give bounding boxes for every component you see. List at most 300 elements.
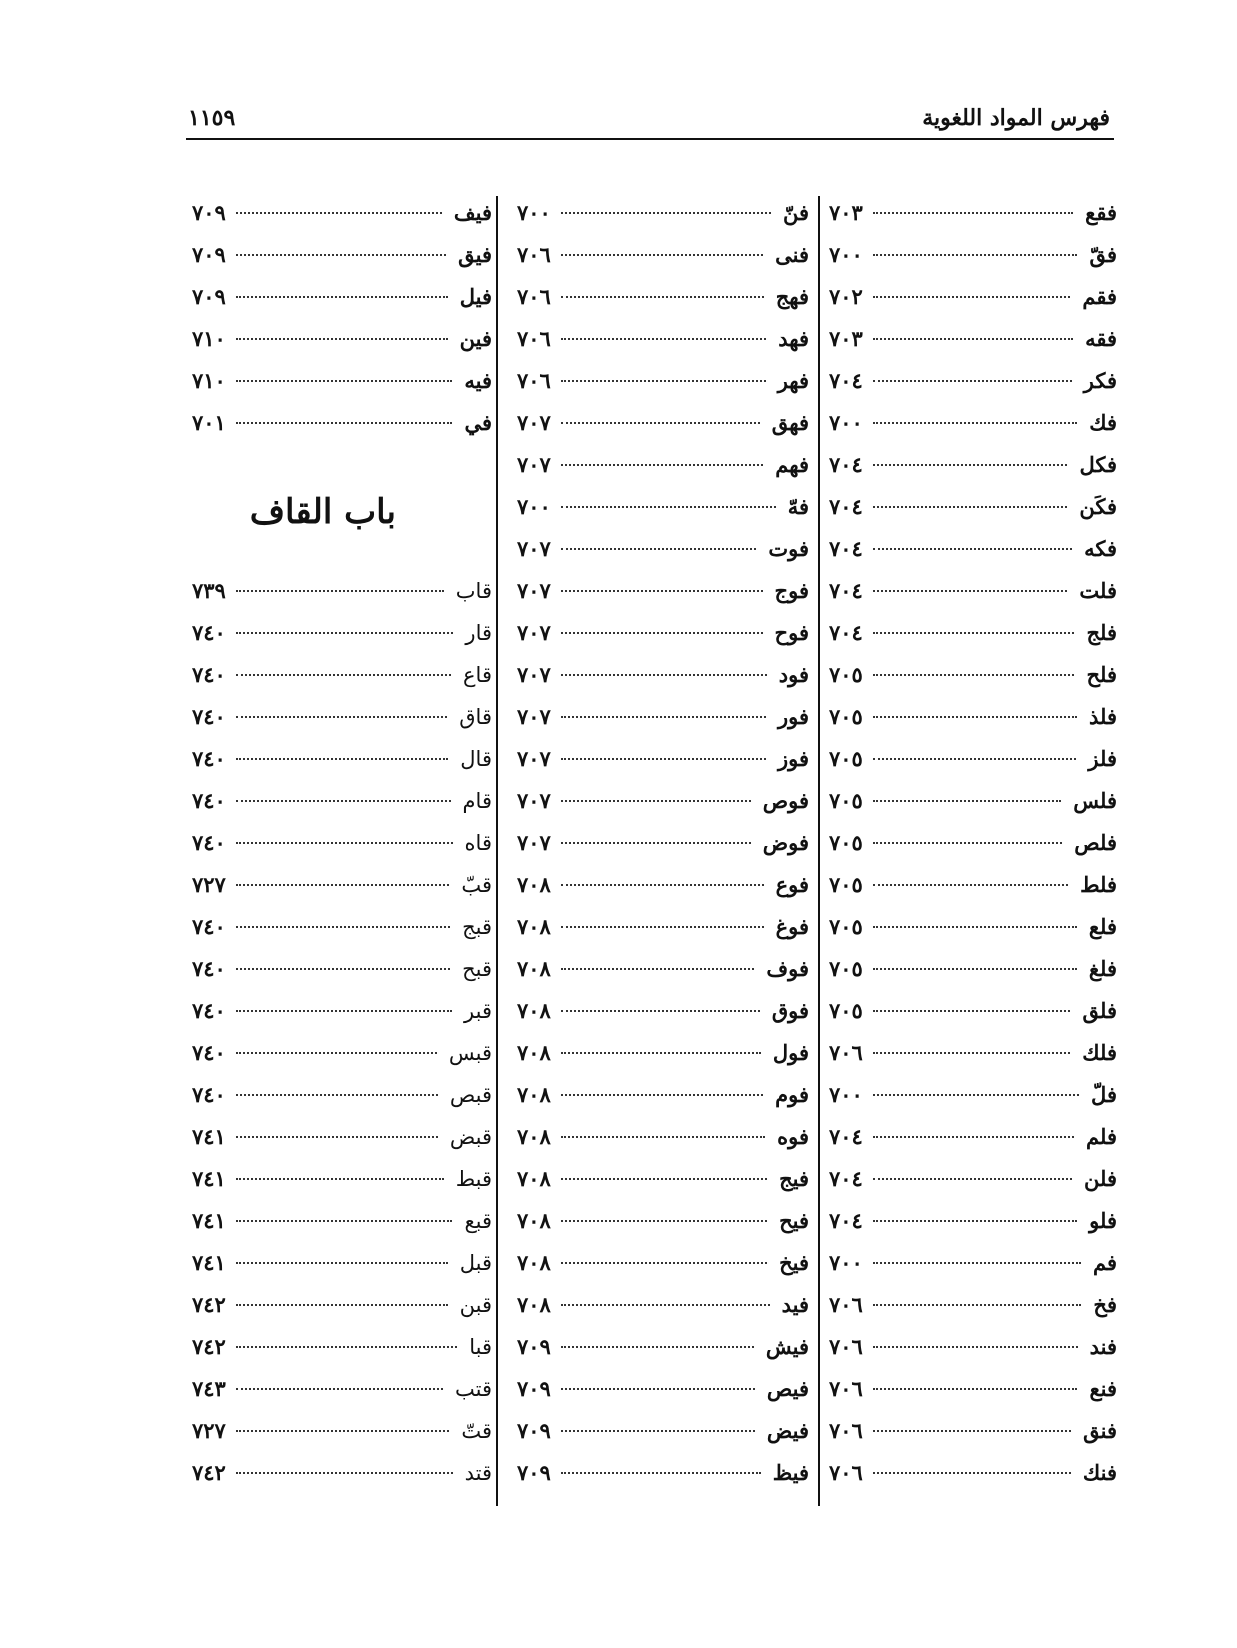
dot-leader: [236, 1136, 438, 1138]
dot-leader: [561, 884, 764, 886]
index-entry: [829, 1074, 1117, 1116]
entry-word: قبض: [449, 1125, 492, 1149]
entry-word: قاق: [459, 705, 492, 729]
entry-word: قبط: [455, 1167, 492, 1191]
entry-page-number: ٧٠٠: [829, 242, 863, 267]
dot-leader: [561, 1472, 761, 1474]
dot-leader: [873, 884, 1068, 886]
index-entry: [517, 1326, 809, 1368]
entry-page-number: ٧٣٩: [192, 578, 226, 603]
entry-page-number: ٧٤٠: [192, 1082, 226, 1107]
entry-word: فنى: [775, 242, 809, 267]
entry-word: فنع: [1089, 1376, 1117, 1401]
dot-leader: [236, 1304, 448, 1306]
entry-page-number: ٧٠٨: [517, 914, 551, 939]
entry-word: قبص: [449, 1083, 492, 1107]
dot-leader: [236, 674, 451, 676]
dot-leader: [873, 464, 1068, 466]
index-entry: [517, 486, 809, 528]
entry-page-number: ٧٢٧: [192, 872, 226, 897]
dot-leader: [236, 1262, 448, 1264]
dot-leader: [873, 926, 1077, 928]
entry-word: فوغ: [775, 914, 809, 939]
index-entry: [829, 1410, 1117, 1452]
index-entry: [517, 1200, 809, 1242]
dot-leader: [561, 506, 776, 508]
index-entry: [517, 948, 809, 990]
index-entry: [829, 234, 1117, 276]
dot-leader: [236, 926, 450, 928]
column-divider: [818, 196, 820, 1506]
entry-word: فهد: [778, 326, 809, 351]
dot-leader: [561, 1262, 767, 1264]
entry-page-number: ٧٤٠: [192, 956, 226, 981]
index-entry: [517, 1410, 809, 1452]
index-entry: [829, 738, 1117, 780]
entry-word: فلت: [1079, 578, 1117, 603]
entry-word: فيح: [779, 1208, 809, 1233]
index-entry: [829, 1368, 1117, 1410]
entry-word: فكَن: [1079, 494, 1117, 519]
index-entry: [192, 822, 492, 864]
entry-page-number: ٧٠٧: [517, 578, 551, 603]
entry-word: فنّ: [782, 200, 809, 225]
entry-page-number: ٧٠٦: [829, 1460, 863, 1485]
index-entry: [517, 192, 809, 234]
index-entry: [829, 1326, 1117, 1368]
entry-word: قبح: [462, 957, 492, 981]
index-entry: [192, 696, 492, 738]
entry-page-number: ٧٠٧: [517, 536, 551, 561]
index-entry: [192, 612, 492, 654]
entry-word: فوه: [777, 1124, 809, 1149]
index-entry: [517, 612, 809, 654]
dot-leader: [236, 1052, 437, 1054]
entry-page-number: ٧٤٠: [192, 704, 226, 729]
index-entry: [192, 1200, 492, 1242]
dot-leader: [561, 1052, 761, 1054]
dot-leader: [561, 1388, 755, 1390]
entry-word: فكر: [1083, 368, 1117, 393]
dot-leader: [236, 296, 448, 298]
entry-word: قبع: [464, 1209, 492, 1233]
dot-leader: [236, 716, 447, 718]
index-entry: [192, 318, 492, 360]
dot-leader: [561, 254, 763, 256]
entry-word: فوف: [766, 956, 809, 981]
index-entry: [829, 192, 1117, 234]
entry-word: فلغ: [1088, 956, 1117, 981]
entry-page-number: ٧٠٠: [829, 410, 863, 435]
dot-leader: [873, 506, 1068, 508]
entry-word: فم: [1092, 1250, 1117, 1275]
index-entry: [517, 1158, 809, 1200]
index-entry: [192, 990, 492, 1032]
dot-leader: [561, 716, 766, 718]
entry-page-number: ٧٠٩: [517, 1376, 551, 1401]
dot-leader: [873, 380, 1072, 382]
dot-leader: [561, 674, 767, 676]
dot-leader: [561, 380, 766, 382]
index-entry: [517, 234, 809, 276]
index-entry: [829, 780, 1117, 822]
entry-word: فيف: [453, 200, 492, 225]
entry-page-number: ٧٤٠: [192, 830, 226, 855]
entry-word: فوص: [762, 788, 809, 813]
dot-leader: [873, 968, 1077, 970]
index-entry: [192, 738, 492, 780]
index-entry: [517, 696, 809, 738]
entry-word: فور: [777, 704, 809, 729]
index-entry: [192, 1452, 492, 1494]
index-entry: [517, 822, 809, 864]
entry-word: قبج: [462, 915, 492, 939]
entry-page-number: ٧٠٠: [517, 200, 551, 225]
entry-page-number: ٧٠٧: [517, 746, 551, 771]
entry-word: فهّ: [787, 494, 809, 519]
entry-word: فنق: [1083, 1418, 1117, 1443]
index-entry: [517, 738, 809, 780]
entry-page-number: ٧٠٣: [829, 326, 863, 351]
entry-page-number: ٧٤٢: [192, 1334, 226, 1359]
dot-leader: [873, 1430, 1071, 1432]
entry-page-number: ٧٠٨: [517, 1082, 551, 1107]
dot-leader: [236, 380, 453, 382]
entry-word: فوع: [775, 872, 809, 897]
dot-leader: [873, 1220, 1077, 1222]
entry-page-number: ٧٠٧: [517, 410, 551, 435]
entry-word: فيد: [781, 1292, 809, 1317]
entry-page-number: ٧٠٦: [829, 1418, 863, 1443]
entry-page-number: ٧٠٧: [517, 704, 551, 729]
entry-page-number: ٧٠٨: [517, 956, 551, 981]
index-entry: [829, 276, 1117, 318]
entry-page-number: ٧٠٨: [517, 872, 551, 897]
index-entry: [517, 1074, 809, 1116]
index-entry: [829, 528, 1117, 570]
entry-page-number: ٧٤٠: [192, 914, 226, 939]
index-entry: [517, 1284, 809, 1326]
index-entry: [192, 360, 492, 402]
entry-page-number: ٧٠٩: [192, 284, 226, 309]
entry-word: فوت: [768, 536, 809, 561]
dot-leader: [236, 1346, 457, 1348]
index-entry: [829, 864, 1117, 906]
dot-leader: [873, 1262, 1081, 1264]
index-entry: [192, 1074, 492, 1116]
dot-leader: [561, 1304, 770, 1306]
entry-word: فلك: [1082, 1040, 1117, 1065]
index-entry: [192, 948, 492, 990]
entry-word: فول: [772, 1040, 809, 1065]
entry-word: قام: [462, 789, 492, 813]
index-entry: [829, 360, 1117, 402]
entry-word: فهج: [775, 284, 809, 309]
entry-page-number: ٧٤٢: [192, 1292, 226, 1317]
dot-leader: [873, 296, 1071, 298]
dot-leader: [873, 338, 1073, 340]
index-entry: [192, 864, 492, 906]
entry-page-number: ٧٠٥: [829, 872, 863, 897]
dot-leader: [561, 1220, 767, 1222]
entry-page-number: ٧٠٤: [829, 368, 863, 393]
dot-leader: [873, 632, 1075, 634]
entry-page-number: ٧٠٣: [829, 200, 863, 225]
index-entry: [517, 864, 809, 906]
index-entry: [517, 360, 809, 402]
entry-page-number: ٧٠١: [192, 410, 226, 435]
index-column-right: [829, 192, 1117, 1494]
dot-leader: [236, 212, 442, 214]
entry-page-number: ٧٤٠: [192, 788, 226, 813]
dot-leader: [561, 1346, 754, 1348]
dot-leader: [873, 1304, 1082, 1306]
index-entry: [829, 402, 1117, 444]
entry-word: فيه: [464, 368, 492, 393]
entry-page-number: ٧٠٨: [517, 1292, 551, 1317]
entry-word: فكه: [1084, 536, 1117, 561]
entry-page-number: ٧٠٠: [829, 1250, 863, 1275]
entry-page-number: ٧٤١: [192, 1208, 226, 1233]
index-entry: [829, 1200, 1117, 1242]
entry-page-number: ٧٤٣: [192, 1376, 226, 1401]
entry-page-number: ٧٠٦: [517, 242, 551, 267]
entry-word: قاه: [464, 831, 492, 855]
index-entry: [829, 1158, 1117, 1200]
index-entry: [829, 1116, 1117, 1158]
dot-leader: [236, 1430, 449, 1432]
index-entry: [829, 1032, 1117, 1074]
entry-word: فوح: [774, 620, 809, 645]
entry-word: فلم: [1086, 1124, 1117, 1149]
entry-word: فخ: [1093, 1292, 1117, 1317]
entry-page-number: ٧٠٦: [829, 1334, 863, 1359]
entry-page-number: ٧٠٥: [829, 956, 863, 981]
dot-leader: [561, 632, 763, 634]
dot-leader: [561, 422, 760, 424]
index-entry: [192, 1284, 492, 1326]
entry-page-number: ٧٠٠: [517, 494, 551, 519]
entry-word: فيظ: [772, 1460, 809, 1485]
entry-word: قبا: [469, 1335, 492, 1359]
entry-word: فلع: [1088, 914, 1117, 939]
entry-page-number: ٧٠٥: [829, 704, 863, 729]
entry-word: فقه: [1085, 326, 1117, 351]
entry-page-number: ٧٠٤: [829, 1166, 863, 1191]
dot-leader: [236, 1220, 453, 1222]
entry-word: فقم: [1082, 284, 1117, 309]
dot-leader: [873, 1094, 1079, 1096]
index-entry: [829, 486, 1117, 528]
entry-page-number: ٧٠٨: [517, 1040, 551, 1065]
entry-page-number: ٧٠٩: [517, 1418, 551, 1443]
dot-leader: [873, 1136, 1074, 1138]
dot-leader: [236, 884, 449, 886]
entry-word: في: [464, 410, 492, 435]
entry-word: قتب: [455, 1377, 492, 1401]
dot-leader: [873, 716, 1077, 718]
entry-page-number: ٧٤٠: [192, 998, 226, 1023]
entry-page-number: ٧٠٤: [829, 1124, 863, 1149]
entry-word: فيش: [765, 1334, 809, 1359]
entry-page-number: ٧٠٦: [829, 1376, 863, 1401]
dot-leader: [873, 254, 1078, 256]
index-entry: [517, 654, 809, 696]
entry-word: فلّ: [1091, 1082, 1117, 1107]
index-entry: [192, 570, 492, 612]
entry-word: قبن: [459, 1293, 492, 1317]
dot-leader: [873, 548, 1072, 550]
dot-leader: [561, 296, 764, 298]
index-entry: [829, 654, 1117, 696]
entry-word: قار: [465, 621, 492, 645]
dot-leader: [873, 1010, 1071, 1012]
entry-word: فوض: [762, 830, 809, 855]
entry-word: قبر: [464, 999, 492, 1023]
page-header: [186, 98, 1114, 140]
entry-page-number: ٧٤١: [192, 1124, 226, 1149]
entry-page-number: ٧٤٠: [192, 620, 226, 645]
index-entry: [192, 1158, 492, 1200]
entry-page-number: ٧٠٤: [829, 494, 863, 519]
entry-page-number: ٧٠٦: [829, 1292, 863, 1317]
entry-word: فلز: [1088, 746, 1117, 771]
index-column-middle: [517, 192, 809, 1494]
entry-page-number: ٧٠٥: [829, 914, 863, 939]
index-entry: [517, 444, 809, 486]
index-entry: [192, 234, 492, 276]
index-entry: [829, 1242, 1117, 1284]
entry-page-number: ٧٠٦: [829, 1040, 863, 1065]
dot-leader: [236, 1010, 452, 1012]
index-entry: [517, 1368, 809, 1410]
entry-word: فيص: [766, 1376, 809, 1401]
entry-page-number: ٧٠٨: [517, 1124, 551, 1149]
dot-leader: [873, 1388, 1078, 1390]
entry-page-number: ٧٠٥: [829, 662, 863, 687]
entry-page-number: ٧٠٧: [517, 662, 551, 687]
column-divider: [496, 196, 498, 1506]
section-heading-text: باب القاف: [249, 492, 396, 532]
index-entry: [829, 696, 1117, 738]
entry-page-number: ٧٠٦: [517, 284, 551, 309]
entry-word: فين: [459, 326, 492, 351]
index-entry: [192, 654, 492, 696]
index-entry: [517, 318, 809, 360]
dot-leader: [561, 548, 756, 550]
index-entry: [829, 1284, 1117, 1326]
entry-page-number: ٧٠٨: [517, 1250, 551, 1275]
entry-page-number: ٧٠٤: [829, 1208, 863, 1233]
entry-page-number: ٧٢٧: [192, 1418, 226, 1443]
index-entry: [192, 906, 492, 948]
entry-page-number: ٧٠٥: [829, 746, 863, 771]
index-entry: [829, 1452, 1117, 1494]
dot-leader: [561, 926, 764, 928]
dot-leader: [561, 590, 763, 592]
entry-word: فيل: [459, 284, 492, 309]
entry-word: فك: [1089, 410, 1117, 435]
index-entry: [192, 1032, 492, 1074]
dot-leader: [561, 1178, 767, 1180]
dot-leader: [561, 464, 763, 466]
entry-page-number: ٧١٠: [192, 368, 226, 393]
dot-leader: [561, 1094, 763, 1096]
entry-page-number: ٧٠٤: [829, 536, 863, 561]
dot-leader: [561, 800, 751, 802]
entry-page-number: ٧٠٢: [829, 284, 863, 309]
entry-word: فلس: [1073, 788, 1117, 813]
dot-leader: [236, 968, 450, 970]
index-entry: [829, 318, 1117, 360]
entry-word: فلح: [1086, 662, 1117, 687]
index-entry: [192, 1326, 492, 1368]
entry-word: فيق: [458, 242, 492, 267]
entry-page-number: ٧٠٦: [517, 326, 551, 351]
entry-page-number: ٧٠٥: [829, 788, 863, 813]
entry-page-number: ٧٤٠: [192, 746, 226, 771]
dot-leader: [873, 590, 1068, 592]
dot-leader: [873, 1052, 1070, 1054]
dot-leader: [561, 842, 751, 844]
entry-word: فوز: [777, 746, 809, 771]
entry-page-number: ٧٠٧: [517, 830, 551, 855]
dot-leader: [236, 1472, 453, 1474]
index-entry: [517, 276, 809, 318]
index-entry: [829, 990, 1117, 1032]
entry-word: فنك: [1082, 1460, 1117, 1485]
entry-page-number: ٧٠٨: [517, 1166, 551, 1191]
dot-leader: [236, 590, 444, 592]
entry-word: قبس: [448, 1041, 492, 1065]
index-entry: [192, 402, 492, 444]
index-entry: [517, 906, 809, 948]
entry-word: قبّ: [461, 873, 492, 897]
entry-page-number: ٧٠٩: [192, 200, 226, 225]
section-heading: [192, 444, 492, 570]
dot-leader: [873, 842, 1062, 844]
index-entry: [517, 1116, 809, 1158]
entry-page-number: ٧٤١: [192, 1250, 226, 1275]
index-entry: [829, 612, 1117, 654]
dot-leader: [873, 422, 1077, 424]
index-entry: [517, 1242, 809, 1284]
entry-page-number: ٧٠٩: [517, 1460, 551, 1485]
entry-page-number: ٧٠٦: [517, 368, 551, 393]
dot-leader: [561, 338, 766, 340]
dot-leader: [873, 674, 1075, 676]
entry-word: فلص: [1074, 830, 1117, 855]
entry-page-number: ٧٠٨: [517, 998, 551, 1023]
index-entry: [192, 1368, 492, 1410]
entry-page-number: ٧٠٤: [829, 578, 863, 603]
entry-word: فلو: [1089, 1208, 1117, 1233]
entry-word: فوق: [771, 998, 809, 1023]
entry-word: فلن: [1084, 1166, 1117, 1191]
dot-leader: [236, 338, 448, 340]
entry-page-number: ٧٠٠: [829, 1082, 863, 1107]
index-entry: [829, 948, 1117, 990]
index-entry: [517, 780, 809, 822]
dot-leader: [873, 800, 1061, 802]
dot-leader: [561, 758, 766, 760]
index-entry: [829, 570, 1117, 612]
index-column-left: [192, 192, 492, 1494]
entry-word: قتد: [464, 1461, 492, 1485]
dot-leader: [236, 1388, 443, 1390]
entry-word: قال: [460, 747, 492, 771]
entry-page-number: ٧٠٥: [829, 830, 863, 855]
